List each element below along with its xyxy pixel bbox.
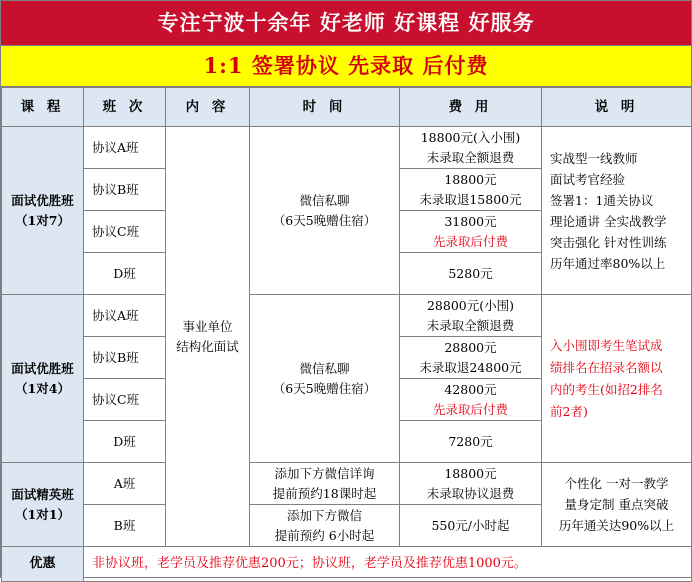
preference-label: 优惠	[2, 547, 84, 582]
fee-line: 42800元	[444, 381, 497, 397]
notes-line: 个性化 一对一教学	[564, 476, 669, 491]
notes-line: 绩排名在招录名额以	[550, 359, 663, 375]
fee-line: 31800元	[444, 213, 497, 229]
class-cell: 协议A班	[84, 295, 166, 337]
notes-cell	[542, 463, 692, 547]
group-cell	[2, 295, 84, 463]
notes-line: 历年通关达90%以上	[558, 518, 675, 533]
group-cell	[2, 463, 84, 547]
class-cell: B班	[84, 505, 166, 547]
time-line: 提前预约18课时起	[272, 485, 377, 501]
time-line: （6天5晚赠住宿）	[272, 380, 377, 396]
col-header-content: 内 容	[166, 88, 250, 127]
fee-cell	[400, 127, 542, 169]
content-line: 事业单位	[182, 318, 233, 334]
time-line: 添加下方微信详询	[274, 465, 375, 481]
col-header-fee: 费 用	[400, 88, 542, 127]
fee-cell	[400, 211, 542, 253]
notes-line: 理论通讲 全实战教学	[550, 213, 667, 229]
fee-line: 28800元(小围)	[426, 297, 515, 313]
fee-cell: 5280元	[400, 253, 542, 295]
time-cell	[250, 127, 400, 295]
fee-cell	[400, 337, 542, 379]
class-cell: 协议B班	[84, 169, 166, 211]
fee-line: 先录取后付费	[432, 401, 508, 417]
col-header-class: 班 次	[84, 88, 166, 127]
fee-line: 未录取退15800元	[419, 191, 522, 207]
notes-line: 面试考官经验	[550, 171, 626, 187]
fee-cell	[400, 295, 542, 337]
class-cell: D班	[84, 253, 166, 295]
banner-title: 专注宁波十余年 好老师 好课程 好服务	[1, 1, 691, 46]
fee-line: 18800元	[444, 465, 497, 481]
notes-line: 历年通过率80%以上	[550, 255, 666, 271]
notes-line: 突击强化 针对性训练	[550, 234, 667, 250]
table-row	[2, 295, 692, 337]
time-cell	[250, 505, 400, 547]
fee-cell	[400, 463, 542, 505]
content-line: 结构化面试	[176, 338, 239, 354]
class-cell: 协议C班	[84, 379, 166, 421]
fee-cell	[400, 169, 542, 211]
class-cell: 协议C班	[84, 211, 166, 253]
time-line: 添加下方微信	[286, 507, 362, 523]
group-ratio: （1对4）	[15, 380, 70, 396]
fee-line: 未录取全额退费	[426, 149, 515, 165]
col-header-time: 时 间	[250, 88, 400, 127]
notes-cell	[542, 295, 692, 463]
fee-line: 未录取协议退费	[426, 485, 515, 501]
notes-line: 入小围即考生笔试成	[550, 337, 663, 353]
time-cell	[250, 463, 400, 505]
notes-line: 实战型一线教师	[550, 150, 638, 166]
class-cell: A班	[84, 463, 166, 505]
preference-text: 非协议班，老学员及推荐优惠200元；协议班，老学员及推荐优惠1000元。	[84, 547, 692, 582]
col-header-course: 课 程	[2, 88, 84, 127]
class-cell: 协议B班	[84, 337, 166, 379]
time-line: （6天5晚赠住宿）	[272, 212, 377, 228]
fee-line: 未录取全额退费	[426, 317, 515, 333]
fee-line: 未录取退24800元	[419, 359, 522, 375]
time-cell	[250, 295, 400, 463]
group-name: 面试优胜班	[11, 192, 74, 208]
col-header-notes: 说 明	[542, 88, 692, 127]
notes-cell	[542, 127, 692, 295]
notes-line: 前2者)	[550, 403, 588, 419]
fee-line: 18800元	[444, 171, 497, 187]
fee-cell: 550元/小时起	[400, 505, 542, 547]
time-line: 微信私聊	[299, 360, 350, 376]
class-cell: D班	[84, 421, 166, 463]
notes-line: 量身定制 重点突破	[564, 497, 669, 512]
fee-cell	[400, 379, 542, 421]
time-line: 微信私聊	[299, 192, 350, 208]
group-ratio: （1对7）	[15, 212, 70, 228]
fee-line: 28800元	[444, 339, 497, 355]
group-ratio: （1对1）	[15, 506, 70, 522]
fee-line: 18800元(入小围)	[420, 129, 521, 145]
course-table	[1, 87, 692, 582]
preference-row	[2, 547, 692, 582]
content-cell	[166, 127, 250, 547]
banner-subtitle: 1:1 签署协议 先录取 后付费	[1, 46, 691, 87]
table-row	[2, 463, 692, 505]
time-line: 提前预约 6小时起	[274, 527, 375, 543]
notes-line: 签署1：1通关协议	[550, 192, 654, 208]
fee-line: 先录取后付费	[432, 233, 508, 249]
table-row	[2, 127, 692, 169]
group-name: 面试精英班	[11, 486, 74, 502]
notes-line: 内的考生(如招2排名	[550, 381, 663, 397]
table-header-row	[2, 88, 692, 127]
group-name: 面试优胜班	[11, 360, 74, 376]
fee-cell: 7280元	[400, 421, 542, 463]
group-cell	[2, 127, 84, 295]
class-cell: 协议A班	[84, 127, 166, 169]
